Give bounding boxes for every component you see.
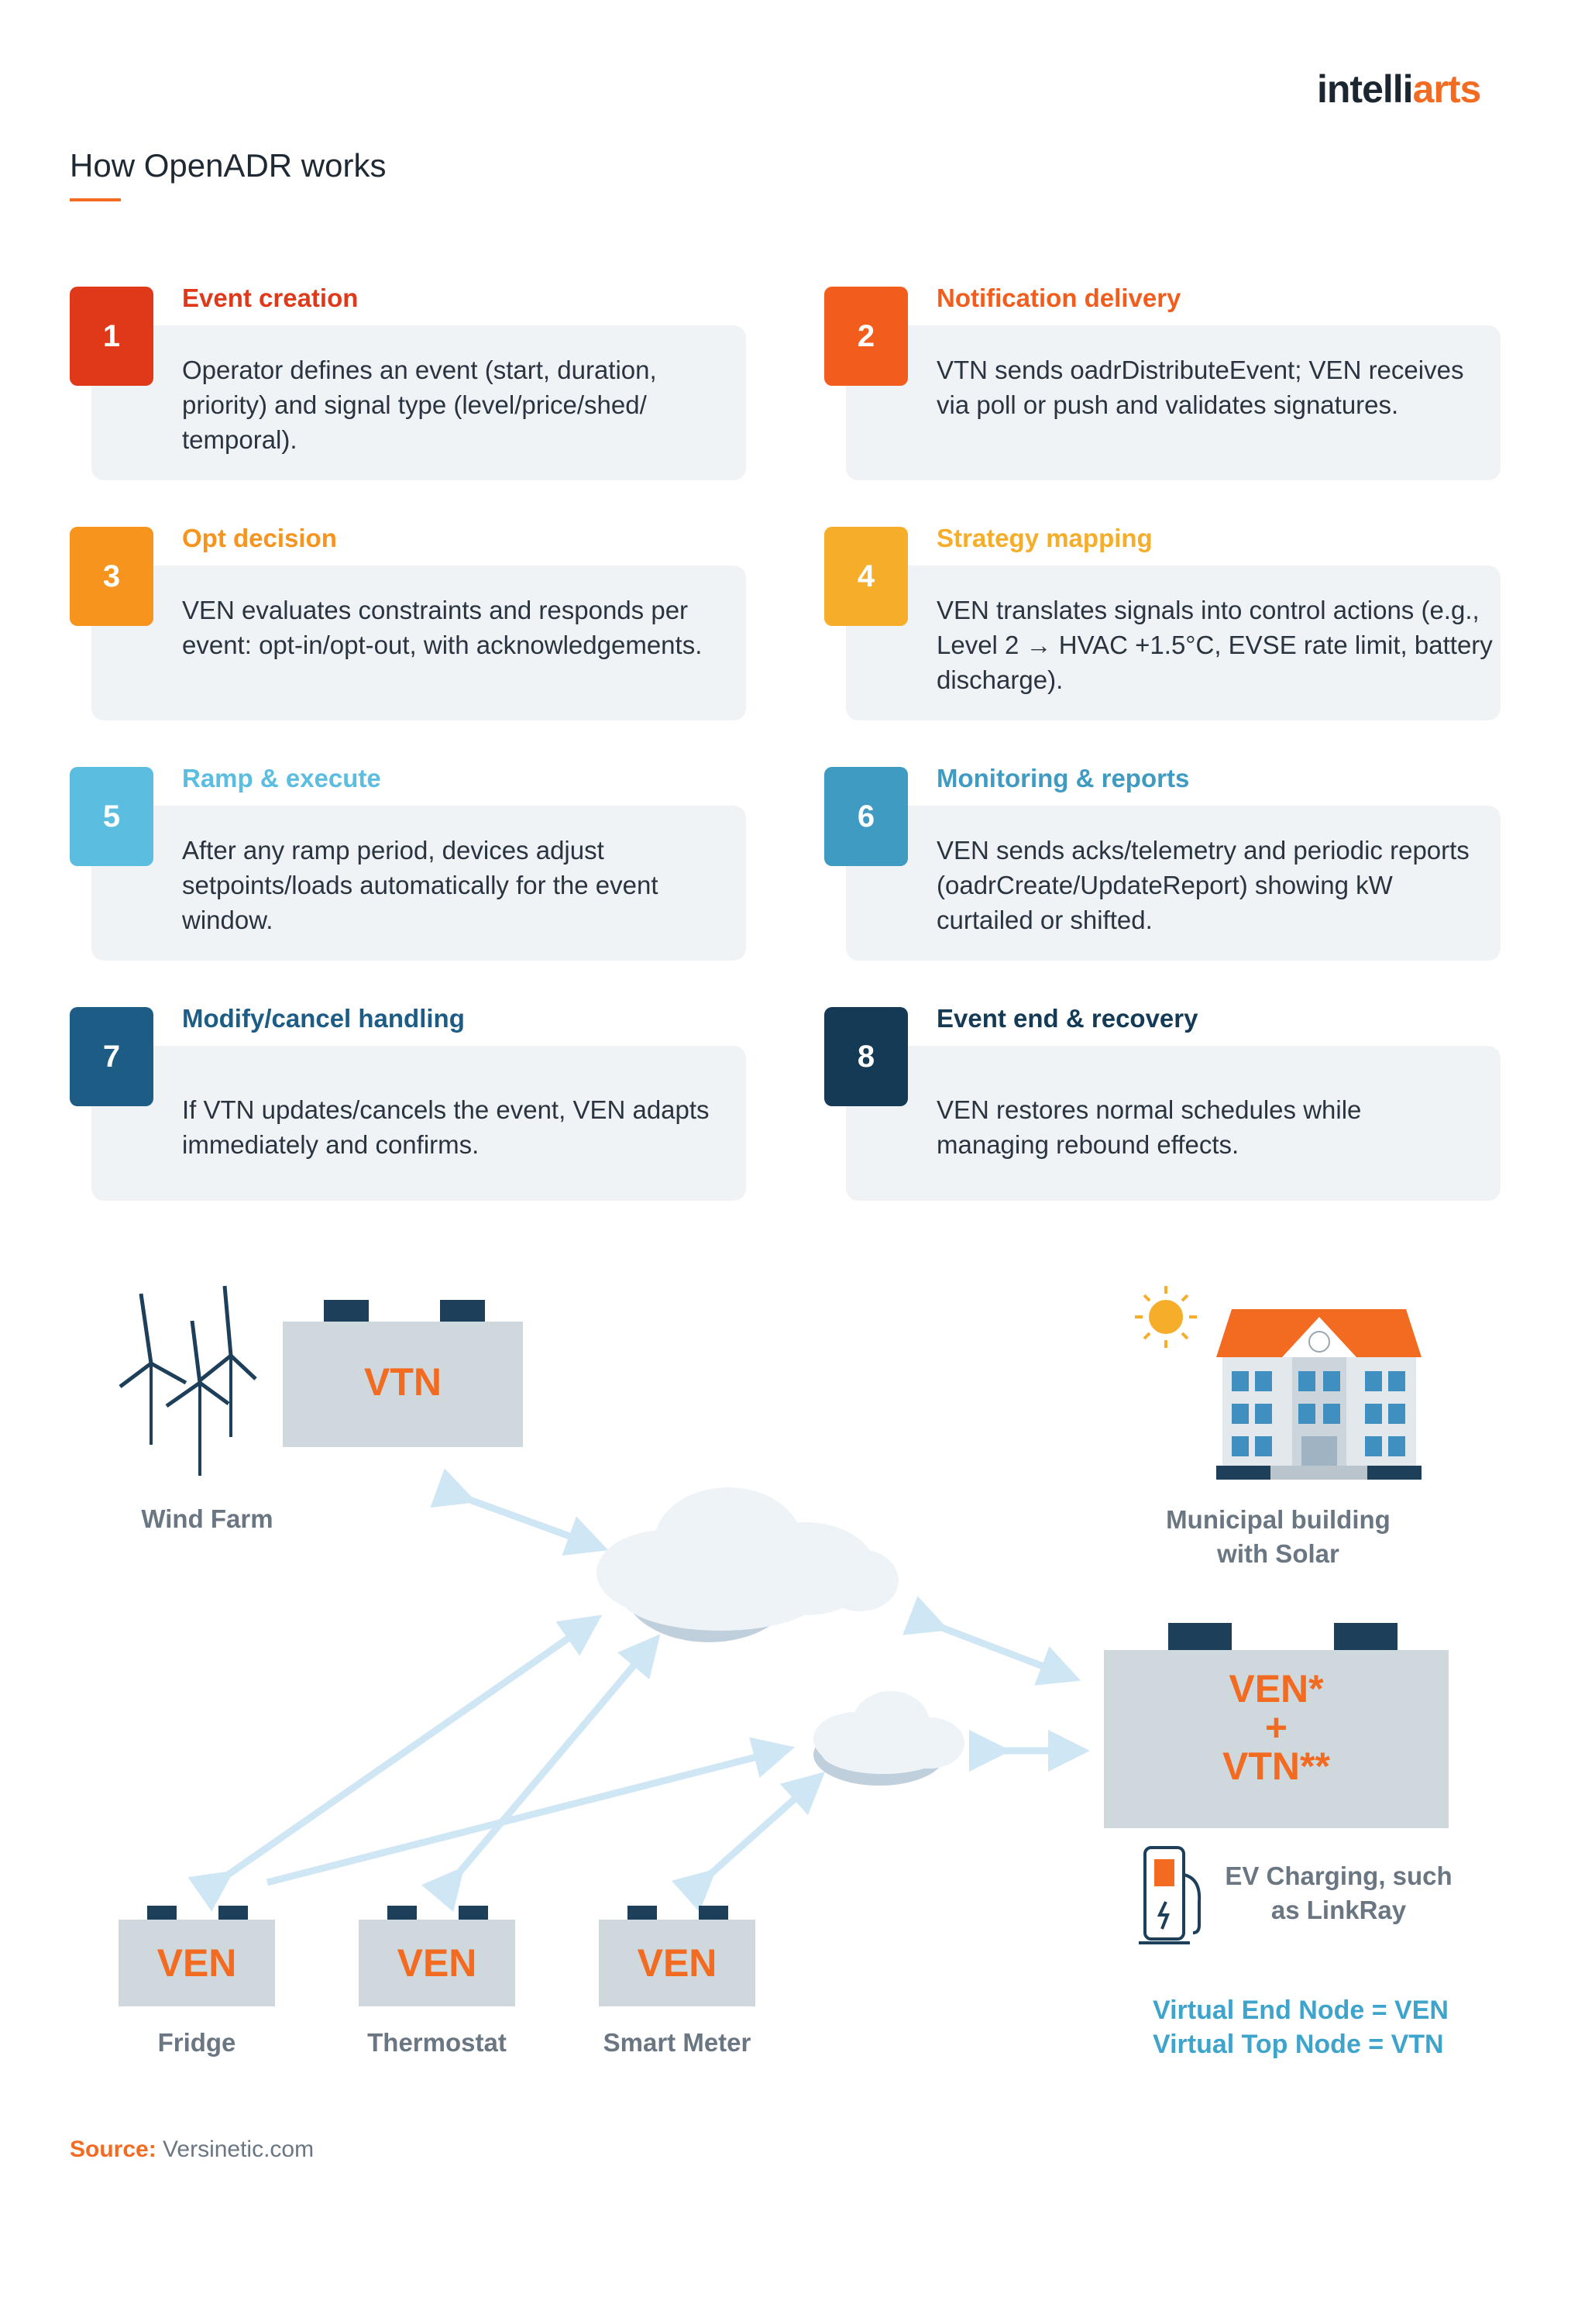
cloud-icon [596,1487,899,1642]
step-desc-5: After any ramp period, devices adjust setpoints/loads automatically for the event window. [182,836,658,934]
legend-ven: Virtual End Node = VEN [1153,1996,1449,2025]
step-number-3: 3 [70,527,153,626]
step-title-4: Strategy mapping [937,524,1153,552]
hybrid-line-vtn: VTN** [1222,1745,1330,1788]
arrow-fridge-cloud [217,1627,585,1882]
page-title: How OpenADR works [70,147,387,184]
step-number-2: 2 [824,287,908,386]
step-number-5: 5 [70,767,153,866]
arrow-meter-smallcloud [701,1786,810,1882]
fridge-ven-label: VEN [156,1941,237,1985]
step-desc-4: VEN translates signals into control actions (e.g., Level 2 → HVAC +1.5°C, EVSE rate limit, battery discharge). [937,596,1493,694]
step-title-8: Event end & recovery [937,1004,1198,1033]
smart-meter-ven-label: VEN [637,1941,717,1985]
arrow-thermostat-cloud [451,1650,647,1882]
step-title-2: Notification delivery [937,284,1181,312]
step-desc-1: Operator defines an event (start, duration, priority) and signal type (level/price/shed/ temporal). [182,356,657,454]
step-desc-6: VEN sends acks/telemetry and periodic reports (oadrCreate/UpdateReport) showing kW curtailed or shifted. [937,836,1470,934]
step-number-6: 6 [824,767,908,866]
step-number-8: 8 [824,1007,908,1106]
step-title-1: Event creation [182,284,359,312]
vtn-box-label: VTN [364,1360,442,1404]
municipal-building-icon [1216,1309,1422,1480]
hybrid-line-plus: + [1264,1706,1288,1749]
step-desc-2: VTN sends oadrDistributeEvent; VEN receives via poll or push and validates signatures. [937,356,1464,419]
thermostat-label: Thermostat [367,2028,507,2057]
municipal-building-label: Municipal building with Solar [1166,1505,1391,1568]
wind-turbine-icon [120,1286,256,1476]
source-text: Versinetic.com [156,2137,315,2162]
arrow-vtn-cloud [457,1495,589,1543]
smart-meter-label: Smart Meter [603,2028,751,2057]
arrow-cloud-hybrid [930,1623,1061,1673]
source-note [70,2137,314,2163]
hybrid-box-label [1104,1669,1449,1786]
step-number-7: 7 [70,1007,153,1106]
step-title-5: Ramp & execute [182,764,381,792]
thermostat-ven-label: VEN [397,1941,477,1985]
fridge-label: Fridge [157,2028,236,2057]
step-title-6: Monitoring & reports [937,764,1190,792]
legend [1153,1993,1449,2061]
step-title-3: Opt decision [182,524,337,552]
legend-vtn: Virtual Top Node = VTN [1153,2030,1444,2059]
source-label: Source: [70,2137,156,2162]
arrow-fridge-smallcloud [267,1752,775,1882]
small-cloud-icon [813,1691,964,1786]
step-number-1: 1 [70,287,153,386]
step-desc-7: If VTN updates/cancels the event, VEN adapts immediately and confirms. [182,1095,710,1159]
ev-charger-icon [1139,1848,1199,1943]
ev-charging-label: EV Charging, such as LinkRay [1225,1862,1453,1924]
wind-farm-label: Wind Farm [141,1504,273,1533]
hybrid-line-ven: VEN* [1229,1667,1324,1710]
step-title-7: Modify/cancel handling [182,1004,465,1033]
step-number-4: 4 [824,527,908,626]
sun-icon [1135,1286,1197,1348]
intelliarts-logo: intelliarts [1317,67,1481,111]
step-desc-3: VEN evaluates constraints and responds per event: opt-in/opt-out, with acknowledgements. [182,596,703,659]
step-desc-8: VEN restores normal schedules while managing rebound effects. [937,1095,1362,1159]
